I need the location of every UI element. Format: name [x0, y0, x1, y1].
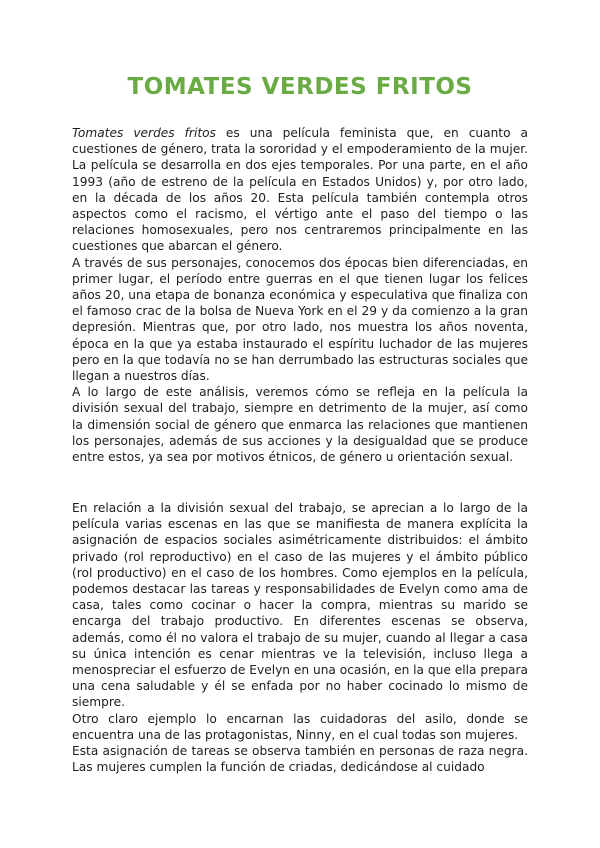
labor-section [72, 500, 528, 775]
intro-section [72, 125, 528, 465]
paragraph-race: Esta asignación de tareas se observa también en personas de raza negra. Las mujeres cumplen la función de criadas, dedicándose al cuidado [72, 744, 528, 775]
paragraph-intro [72, 125, 528, 255]
film-title-italic: Tomates verdes fritos [72, 126, 216, 140]
paragraph-division-labor: En relación a la división sexual del trabajo, se aprecian a lo largo de la película varias escenas en las que se manifiesta de manera explícita la asignación de espacios sociales asimétricamente distribuidos: el ámbito privado (rol reproductivo) en el caso de las mujeres y el ámbito público (rol productivo) en el caso de los hombres. Como ejemplos en la película, podemos destacar las tareas y responsabilidades de Evelyn como ama de casa, tales como cocinar o hacer la compra, mientras su marido se encarga del trabajo productivo. En diferentes escenas se observa, además, como él no valora el trabajo de su mujer, cuando al llegar a casa su única intención es cenar mientras ve la televisión, incluso llega a menospreciar el esfuerzo de Evelyn en una ocasión, en la que ella prepara una cena saludable y él se enfada por no haber cocinado lo mismo de siempre. [72, 501, 529, 710]
paragraph-epochs: A través de sus personajes, conocemos dos épocas bien diferenciadas, en primer lugar, el período entre guerras en el que tienen lugar los felices años 20, una etapa de bonanza económica y especulativa que finaliza con el famoso crac de la bolsa de Nueva York en el 29 y da comienzo a la gran depresión. Mientras que, por otro lado, nos muestra los años noventa, época en la que ya estaba instaurado el espíritu luchador de las mujeres pero en la que todavía no se han derrumbado las estructuras sociales que llegan a nuestros días. [72, 255, 528, 384]
paragraph-asylum: Otro claro ejemplo lo encarnan las cuidadoras del asilo, donde se encuentra una de las protagonistas, Ninny, en el cual todas son mujeres. [72, 711, 528, 742]
paragraph-analysis: A lo largo de este análisis, veremos cómo se refleja en la película la división sexual del trabajo, siempre en detrimento de la mujer, así como la dimensión social de género que enmarca las relaciones que mantienen los personajes, además de sus acciones y la desigualdad que se produce entre estos, ya sea por motivos étnicos, de género u orientación sexual. [72, 385, 528, 465]
paragraph-intro-text: es una película feminista que, en cuanto a cuestiones de género, trata la sororidad y el empoderamiento de la mujer. La película se desarrolla en dos ejes temporales. Por una parte, en el año 1993 (año de estreno de la película en Estados Unidos) y, por otro lado, en la década de los años 20. Esta película también contempla otros aspectos como el racismo, el vértigo ante el paso del tiempo o las relaciones homosexuales, pero nos centraremos principalmente en las cuestiones que abarcan el género. [72, 126, 528, 254]
document-title: TOMATES VERDES FRITOS [127, 74, 473, 100]
